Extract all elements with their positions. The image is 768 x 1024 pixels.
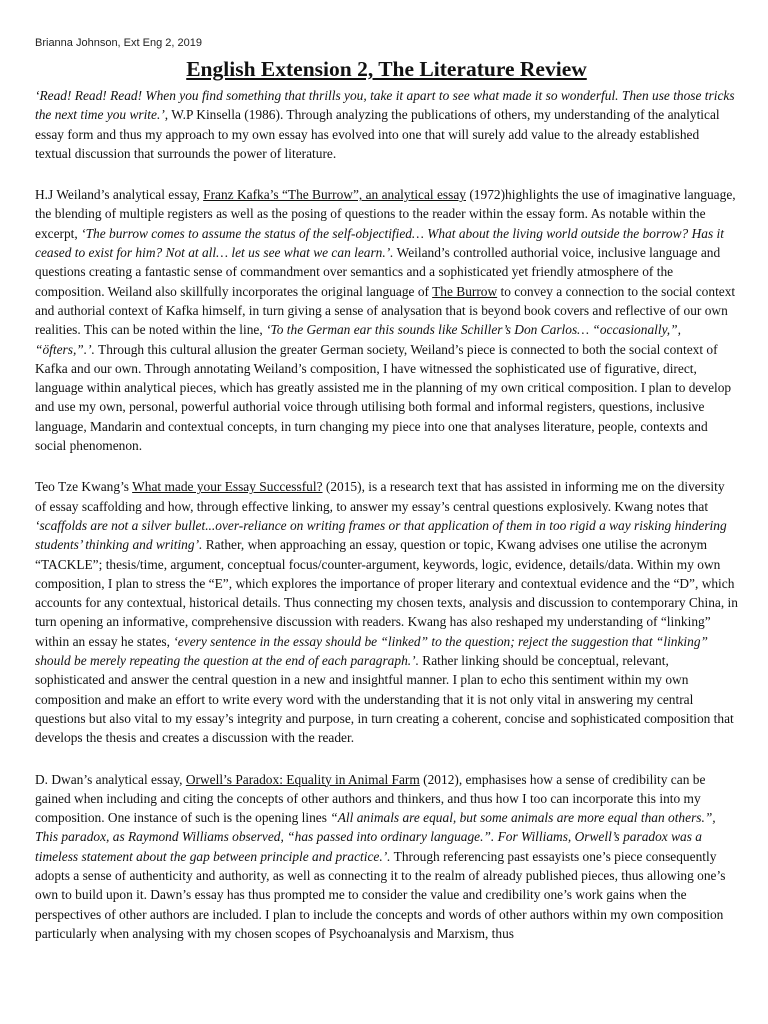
text-run: (1972)highlights the use of imaginative language, the blending of multiple registers as well as the posing of questions to the reader within the essay form. As notable within the excerpt, xyxy=(35,187,736,241)
paragraph-dwan xyxy=(35,770,738,944)
text-run: Weiland’s controlled authorial voice, inclusive language and questions creating a fantastic sense of commandment over semantics and a sophisticated yet friendly atmosphere of the composition. Weiland also skillfully incorporates the original language of xyxy=(35,245,721,299)
paragraph-kwang xyxy=(35,477,738,747)
text-run: to convey a connection to the social context and authorial context of Kafka himself, in turn giving a sense of analysation that is beyond book covers and reflective of our own realities. This can be noted within the line, xyxy=(35,283,736,338)
title-essay-successful: What made your Essay Successful? xyxy=(132,479,323,495)
text-run: (2012), emphasises how a sense of credibility can be gained when including and citing the concepts of other authors and thinkers, and thus how I too can incorporate this into my composition. One instance of such is the opening lines xyxy=(35,771,706,826)
page-title: English Extension 2, The Literature Review xyxy=(186,57,587,81)
quote-linking: ‘every sentence in the essay should be “linked” to the question; reject the suggestion that “linking” should be merely repeating the question at the end of each paragraph.’. xyxy=(35,633,708,669)
quote-animal-farm: “All animals are equal, but some animals are more equal than others.”, This paradox, as Raymond Williams observed, “has passed into ordinary language.”. For Williams, Orwell’s paradox was a timeless statement about the gap between principle and practice.’. xyxy=(35,810,716,864)
author-line: Brianna Johnson, Ext Eng 2, 2019 xyxy=(35,37,202,49)
text-run: H.J Weiland’s analytical essay, xyxy=(35,187,204,203)
text-run: Through this cultural allusion the greater German society, Weiland’s piece is connected to both the social context of Kafka and our own. Through annotating Weiland’s composition, I have witnessed the sophisticated use of figurative, direct, language within analytical pieces, which has greatly assisted me in the planning of my own critical composition. I plan to develop and use my own, personal, powerful authorial voice through utilising both formal and informal registers, questions, inclusive language, Mandarin and contextual concepts, in turn changing my piece into one that analyses literature, people, contexts and social phenomenon. xyxy=(35,341,732,454)
title-orwells-paradox: Orwell’s Paradox: Equality in Animal Farm xyxy=(185,771,420,787)
text-run: Teo Tze Kwang’s xyxy=(35,479,133,495)
text-run: D. Dwan’s analytical essay, xyxy=(35,771,186,787)
text-run: Through referencing past essayists one’s piece consequently adopts a sense of authenticity and authority, as well as connecting it to the realm of already published pieces, thus allowing one’s own to build upon it. Dawn’s essay has thus prompted me to consider the value and credibility one’s work gains when the perspectives of other authors are included. I plan to include the concepts and words of other authors within my own composition particularly when analysing with my chosen scopes of Psychoanalysis and Marxism, thus xyxy=(35,848,726,941)
quote-schiller: ‘To the German ear this sounds like Schiller’s Don Carlos… “occasionally,”, “öfters,”.’. xyxy=(35,322,681,357)
opening-quote: ‘Read! Read! Read! When you find something that thrills you, take it apart to see what made it so wonderful. Then use those tricks the next time you write.’ xyxy=(35,88,735,123)
title-the-burrow: The Burrow xyxy=(432,283,498,299)
text-run: (2015), is a research text that has assisted in informing me on the diversity of essay scaffolding and how, through effective linking, to answer my essay’s central questions explosively. Kwang notes that xyxy=(35,479,725,514)
title-burrow-essay: Franz Kafka’s “The Burrow”, an analytical essay xyxy=(203,187,466,203)
paragraph-weiland xyxy=(35,185,738,455)
quote-scaffolds: ‘scaffolds are not a silver bullet...over-reliance on writing frames or that application of them in too rigid a way risking hindering students’ thinking and writing’. xyxy=(35,517,727,553)
intro-text: , W.P Kinsella (1986). Through analyzing the publications of others, my understanding of the analytical essay form and thus my approach to my own essay has evolved into one that will surely add value to the already established textual discussion that surrounds the power of literature. xyxy=(35,107,720,161)
paragraph-intro xyxy=(35,86,738,163)
quote-burrow: ‘The burrow comes to assume the status of the self-objectified… What about the living world outside the borrow? Has it ceased to exist for him? Not at all… let us see what we can learn.’. xyxy=(35,225,724,261)
text-run: Rather linking should be conceptual, relevant, sophisticated and answer the central question in a new and insightful manner. I plan to echo this sentiment within my own composition and make an effort to write every word with the understanding that it is not only vital in answering my central questions but also vital to my essay’s integrity and purpose, in turn creating a coherent, concise and sophisticated composition that develops the thesis and creates a discussion with the reader. xyxy=(35,653,734,746)
text-run: Rather, when approaching an essay, question or topic, Kwang advises one utilise the acronym “TACKLE”; thesis/time, argument, conceptual focus/counter-argument, keywords, logic, evidence, details/data. Within my own composition, I plan to stress the “E”, which explores the importance of proper literary and contextual evidence and the “D”, which accounts for any contextual, historical details. Thus connecting my chosen texts, analysis and discussion to contemporary China, in turn opening an informative, comprehensive discussion with readers. Kwang has also reshaped my understanding of “linking” within an essay he states, xyxy=(35,537,738,649)
